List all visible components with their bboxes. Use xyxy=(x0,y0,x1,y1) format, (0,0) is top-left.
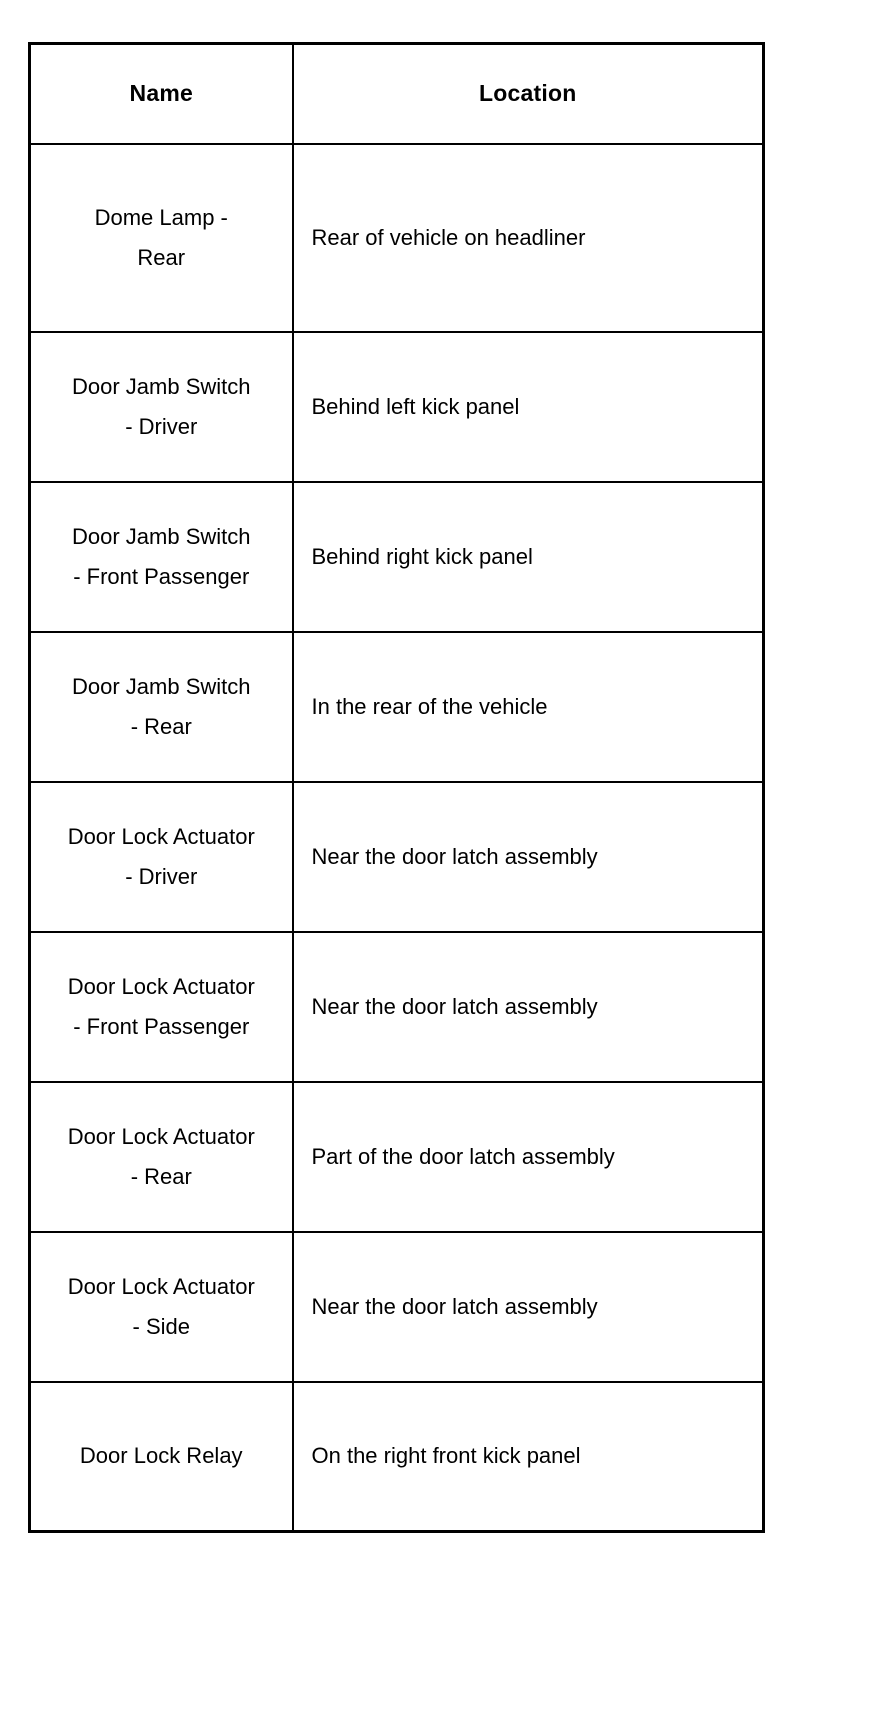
name-line: - Front Passenger xyxy=(73,1013,250,1039)
table-row xyxy=(30,632,764,782)
name-cell xyxy=(30,1382,293,1532)
name-cell xyxy=(30,144,293,332)
table-row xyxy=(30,932,764,1082)
name-line: - Driver xyxy=(125,863,198,889)
name-line: Door Lock Actuator xyxy=(67,823,255,849)
table-header-row xyxy=(30,44,764,144)
location-cell: Near the door latch assembly xyxy=(293,782,764,932)
name-line: Dome Lamp - xyxy=(94,204,228,230)
location-cell: Behind right kick panel xyxy=(293,482,764,632)
location-cell: On the right front kick panel xyxy=(293,1382,764,1532)
name-line: Door Lock Actuator xyxy=(67,1273,255,1299)
name-line: Door Lock Relay xyxy=(79,1443,243,1469)
name-line: Door Lock Actuator xyxy=(67,973,255,999)
name-line: - Driver xyxy=(125,413,198,439)
name-line: - Rear xyxy=(130,1163,192,1189)
table-row xyxy=(30,1082,764,1232)
name-line: - Rear xyxy=(130,713,192,739)
table-row xyxy=(30,482,764,632)
name-cell xyxy=(30,782,293,932)
location-cell: In the rear of the vehicle xyxy=(293,632,764,782)
name-line: - Front Passenger xyxy=(73,563,250,589)
column-header-location: Location xyxy=(293,44,764,144)
name-cell xyxy=(30,482,293,632)
name-cell xyxy=(30,1082,293,1232)
name-line: - Side xyxy=(132,1313,190,1339)
name-line: Door Jamb Switch xyxy=(71,673,251,699)
table-row xyxy=(30,144,764,332)
table-row xyxy=(30,332,764,482)
name-cell xyxy=(30,932,293,1082)
table-row xyxy=(30,1232,764,1382)
column-header-name: Name xyxy=(30,44,293,144)
table-row xyxy=(30,1382,764,1532)
name-line: Door Jamb Switch xyxy=(71,523,251,549)
name-cell xyxy=(30,332,293,482)
name-cell xyxy=(30,632,293,782)
name-line: Rear xyxy=(137,244,186,270)
location-cell: Part of the door latch assembly xyxy=(293,1082,764,1232)
name-line: Door Jamb Switch xyxy=(71,373,251,399)
location-cell: Near the door latch assembly xyxy=(293,1232,764,1382)
name-cell xyxy=(30,1232,293,1382)
location-cell: Behind left kick panel xyxy=(293,332,764,482)
table-row xyxy=(30,782,764,932)
location-cell: Near the door latch assembly xyxy=(293,932,764,1082)
location-cell: Rear of vehicle on headliner xyxy=(293,144,764,332)
name-line: Door Lock Actuator xyxy=(67,1123,255,1149)
component-location-table xyxy=(28,42,765,1533)
